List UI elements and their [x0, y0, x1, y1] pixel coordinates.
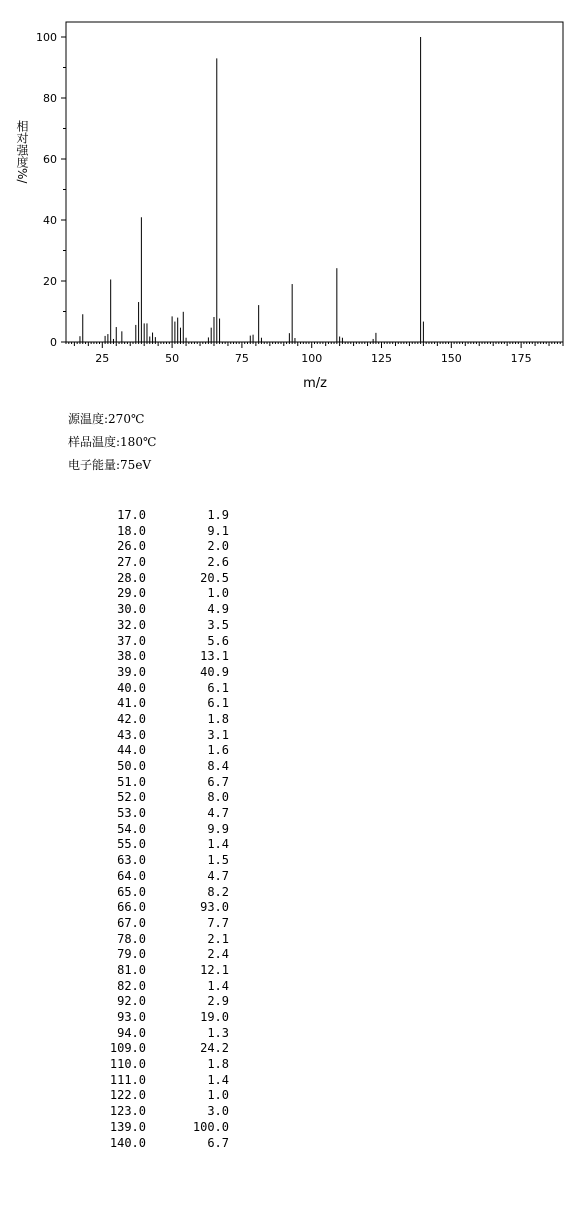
- table-row: [70, 728, 229, 744]
- peak-intensity: 1.4: [207, 837, 229, 852]
- table-row: [70, 994, 229, 1010]
- peak-mz: 64.0: [117, 868, 146, 883]
- peak-intensity: 1.0: [207, 1088, 229, 1103]
- peak-intensity: 2.6: [207, 555, 229, 570]
- peak-mz: 40.0: [117, 680, 146, 695]
- peak-intensity: 20.5: [200, 570, 229, 585]
- table-row: [70, 900, 229, 916]
- peak-mz: 109.0: [109, 1041, 146, 1056]
- x-tick-label: 75: [234, 352, 249, 365]
- table-row: [70, 1120, 229, 1136]
- peak-mz: 30.0: [117, 602, 146, 617]
- peak-mz: 42.0: [117, 711, 146, 726]
- peak-intensity: 2.0: [207, 539, 229, 554]
- peak-mz: 54.0: [117, 821, 146, 836]
- peak-intensity: 2.4: [207, 947, 229, 962]
- peak-mz: 67.0: [117, 915, 146, 930]
- table-row: [70, 853, 229, 869]
- table-row: [70, 885, 229, 901]
- peak-intensity: 1.6: [207, 743, 229, 758]
- peak-intensity: 9.9: [207, 821, 229, 836]
- peak-intensity: 93.0: [200, 900, 229, 915]
- y-tick-label: 100: [36, 31, 57, 44]
- chart-axes: [36, 22, 563, 365]
- peak-intensity: 6.1: [207, 696, 229, 711]
- peak-intensity: 1.0: [207, 586, 229, 601]
- peak-intensity: 2.1: [207, 931, 229, 946]
- peak-mz: 92.0: [117, 994, 146, 1009]
- peak-intensity: 1.4: [207, 978, 229, 993]
- peak-intensity: 4.7: [207, 868, 229, 883]
- peak-intensity: 1.5: [207, 853, 229, 868]
- electron-energy: 电子能量:75eV: [68, 458, 152, 472]
- peak-intensity: 12.1: [200, 962, 229, 977]
- mass-spectrum-chart: [0, 0, 570, 400]
- table-row: [70, 759, 229, 775]
- x-tick-label: 175: [510, 352, 532, 365]
- table-row: [70, 837, 229, 853]
- chart-bars: [80, 37, 423, 342]
- peak-mz: 43.0: [117, 727, 146, 742]
- peak-mz: 18.0: [117, 523, 146, 538]
- y-tick-label: 0: [50, 336, 57, 349]
- peak-mz: 17.0: [117, 508, 146, 522]
- table-row: [70, 790, 229, 806]
- table-row: [70, 979, 229, 995]
- peak-intensity: 5.6: [207, 633, 229, 648]
- x-tick-label: 125: [371, 352, 393, 365]
- table-row: [70, 775, 229, 791]
- peak-intensity: 3.5: [207, 617, 229, 632]
- table-row: [70, 712, 229, 728]
- peak-mz: 28.0: [117, 570, 146, 585]
- peak-intensity: 1.9: [207, 508, 229, 522]
- peak-intensity: 6.7: [207, 774, 229, 789]
- peak-mz: 111.0: [109, 1072, 146, 1087]
- table-row: [70, 932, 229, 948]
- peak-mz: 37.0: [117, 633, 146, 648]
- table-row: [70, 743, 229, 759]
- instrument-conditions: [68, 408, 156, 477]
- peak-mz: 41.0: [117, 696, 146, 711]
- sample-temperature: 样品温度:180℃: [68, 435, 157, 449]
- peak-mz: 66.0: [117, 900, 146, 915]
- peak-mz: 94.0: [117, 1025, 146, 1040]
- table-row: [70, 1026, 229, 1042]
- table-row: [70, 806, 229, 822]
- peak-mz: 140.0: [109, 1135, 146, 1150]
- peak-intensity: 3.1: [207, 727, 229, 742]
- peak-intensity: 19.0: [200, 1010, 229, 1024]
- table-row: [70, 696, 229, 712]
- peak-mz: 110.0: [109, 1057, 146, 1072]
- x-tick-label: 100: [301, 352, 323, 365]
- peak-intensity: 4.9: [207, 602, 229, 617]
- peak-intensity: 40.9: [200, 664, 229, 679]
- table-row: [70, 524, 229, 540]
- table-row: [70, 618, 229, 634]
- peak-mz: 38.0: [117, 649, 146, 664]
- x-axis-label: m/z: [303, 376, 327, 391]
- peak-mz: 78.0: [117, 931, 146, 946]
- peak-intensity: 1.8: [207, 1057, 229, 1072]
- peak-mz: 32.0: [117, 617, 146, 632]
- table-row: [70, 947, 229, 963]
- peak-intensity: 1.3: [207, 1025, 229, 1040]
- table-row: [70, 634, 229, 650]
- peak-mz: 139.0: [109, 1119, 146, 1134]
- peak-mz: 65.0: [117, 884, 146, 899]
- peak-mz: 27.0: [117, 555, 146, 570]
- peak-mz: 53.0: [117, 806, 146, 821]
- y-axis-label: 相对强度%/: [15, 120, 29, 184]
- peak-mz: 26.0: [117, 539, 146, 554]
- peak-mz: 81.0: [117, 962, 146, 977]
- peak-intensity: 8.4: [207, 759, 229, 773]
- peak-mz: 55.0: [117, 837, 146, 852]
- table-row: [70, 602, 229, 618]
- x-tick-label: 150: [440, 352, 462, 365]
- peak-intensity: 6.7: [207, 1135, 229, 1150]
- table-row: [70, 869, 229, 885]
- y-tick-label: 80: [43, 92, 57, 105]
- table-row: [70, 1041, 229, 1057]
- peak-mz: 29.0: [117, 586, 146, 601]
- y-tick-label: 20: [43, 275, 57, 288]
- peak-intensity: 13.1: [200, 649, 229, 664]
- plot-frame: [66, 22, 563, 342]
- peak-mz: 50.0: [117, 759, 146, 773]
- table-row: [70, 665, 229, 681]
- peak-intensity: 2.9: [207, 994, 229, 1009]
- table-row: [70, 539, 229, 555]
- table-row: [70, 1136, 229, 1152]
- peak-mz: 82.0: [117, 978, 146, 993]
- peak-intensity: 6.1: [207, 680, 229, 695]
- x-tick-label: 25: [95, 352, 110, 365]
- peak-intensity: 4.7: [207, 806, 229, 821]
- peak-intensity: 9.1: [207, 523, 229, 538]
- y-tick-label: 60: [43, 153, 57, 166]
- table-row: [70, 822, 229, 838]
- peak-mz: 52.0: [117, 790, 146, 805]
- peak-mz: 79.0: [117, 947, 146, 962]
- table-row: [70, 1010, 229, 1026]
- peak-mz: 51.0: [117, 774, 146, 789]
- peak-intensity: 3.0: [207, 1104, 229, 1119]
- table-row: [70, 681, 229, 697]
- peak-intensity: 100.0: [192, 1119, 229, 1134]
- peak-mz: 93.0: [117, 1010, 146, 1024]
- peak-mz: 39.0: [117, 664, 146, 679]
- table-row: [70, 571, 229, 587]
- table-row: [70, 649, 229, 665]
- table-row: [70, 1104, 229, 1120]
- table-row: [70, 1073, 229, 1089]
- table-row: [70, 916, 229, 932]
- table-row: [70, 1088, 229, 1104]
- table-row: [70, 555, 229, 571]
- peak-table: [70, 508, 229, 1151]
- source-temperature: 源温度:270℃: [68, 412, 145, 426]
- peak-intensity: 8.2: [207, 884, 229, 899]
- table-row: [70, 508, 229, 524]
- peak-intensity: 7.7: [207, 915, 229, 930]
- peak-intensity: 1.4: [207, 1072, 229, 1087]
- peak-mz: 123.0: [109, 1104, 146, 1119]
- table-row: [70, 1057, 229, 1073]
- peak-mz: 63.0: [117, 853, 146, 868]
- peak-intensity: 1.8: [207, 711, 229, 726]
- peak-intensity: 8.0: [207, 790, 229, 805]
- x-tick-label: 50: [165, 352, 180, 365]
- peak-mz: 122.0: [109, 1088, 146, 1103]
- table-row: [70, 586, 229, 602]
- peak-intensity: 24.2: [200, 1041, 229, 1056]
- table-row: [70, 963, 229, 979]
- peak-mz: 44.0: [117, 743, 146, 758]
- y-tick-label: 40: [43, 214, 57, 227]
